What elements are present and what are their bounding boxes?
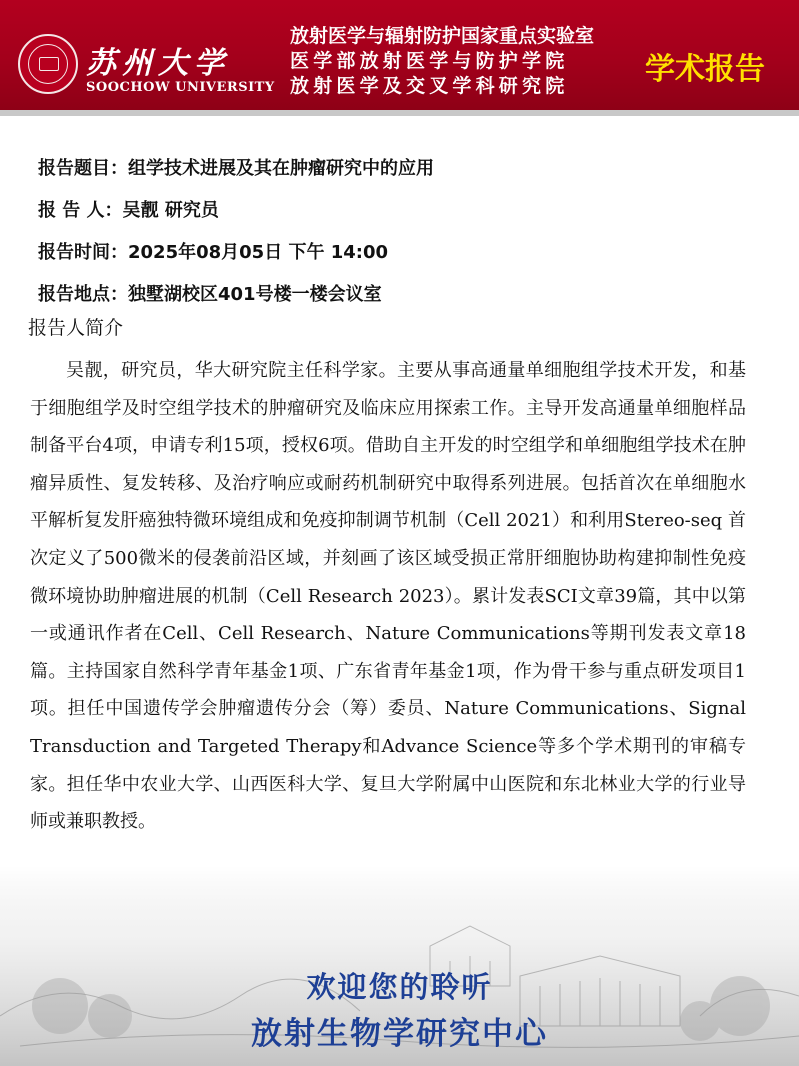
report-title-row — [38, 155, 778, 197]
university-name-en: SOOCHOW UNIVERSITY — [86, 80, 275, 95]
place-row — [38, 281, 778, 323]
university-name-cn: 苏州大学 — [86, 46, 230, 81]
center-name: 放射生物学研究中心 — [251, 1016, 548, 1052]
header-banner — [0, 0, 799, 116]
university-seal-icon — [18, 34, 78, 94]
report-info — [38, 155, 778, 323]
lab-names — [290, 24, 640, 99]
report-tag: 学术报告 — [645, 52, 765, 87]
time-value: 2025年08月05日 下午 14:00 — [128, 242, 389, 263]
lab-name-3: 放射医学及交叉学科研究院 — [290, 75, 569, 97]
time-label: 报告时间： — [38, 242, 128, 263]
intro-heading: 报告人简介 — [28, 317, 124, 339]
speaker-bio: 吴靓，研究员，华大研究院主任科学家。主要从事高通量单细胞组学技术开发，和基于细胞组学及时空组学技术的肿瘤研究及临床应用探索工作。主导开发高通量单细胞样品制备平台4项，申请专利15项，授权6项。借助自主开发的时空组学和单细胞组学技术在肿瘤异质性、复发转移、及治疗响应或耐药机制研究中取得系列进展。包括首次在单细胞水平解析复发肝癌独特微环境组成和免疫抑制调节机制（Cell 2021）和利用Stereo-seq 首次定义了500微米的侵袭前沿区域，并刻画了该区域受损正常肝细胞协助构建抑制性免疫微环境协助肿瘤进展的机制（Cell Research 2023）。累计发表SCI文章39篇，其中以第一或通讯作者在Cell、Cell Research、Nature Communications等期刊发表文章18篇。主持国家自然科学青年基金1项、广东省青年基金1项，作为骨干参与重点研发项目1项。担任中国遗传学会肿瘤遗传分会（筹）委员、Nature Communications、Signal Transduction and Targeted Therapy和Advance Science等多个学术期刊的审稿专家。担任华中农业大学、山西医科大学、复旦大学附属中山医院和东北林业大学的行业导师或兼职教授。 — [30, 360, 746, 833]
time-row — [38, 239, 778, 281]
place-value: 独墅湖校区401号楼一楼会议室 — [128, 284, 382, 305]
report-title-label: 报告题目： — [38, 158, 128, 179]
speaker-row — [38, 197, 778, 239]
speaker-value: 吴靓 研究员 — [122, 200, 219, 221]
report-title-value: 组学技术进展及其在肿瘤研究中的应用 — [128, 158, 434, 179]
welcome-text: 欢迎您的聆听 — [306, 970, 493, 1004]
speaker-label: 报 告 人： — [38, 200, 123, 221]
lab-name-1: 放射医学与辐射防护国家重点实验室 — [290, 25, 595, 47]
place-label: 报告地点： — [38, 284, 128, 305]
lab-name-2: 医学部放射医学与防护学院 — [290, 50, 569, 72]
calligraphy-decoration — [691, 800, 781, 920]
